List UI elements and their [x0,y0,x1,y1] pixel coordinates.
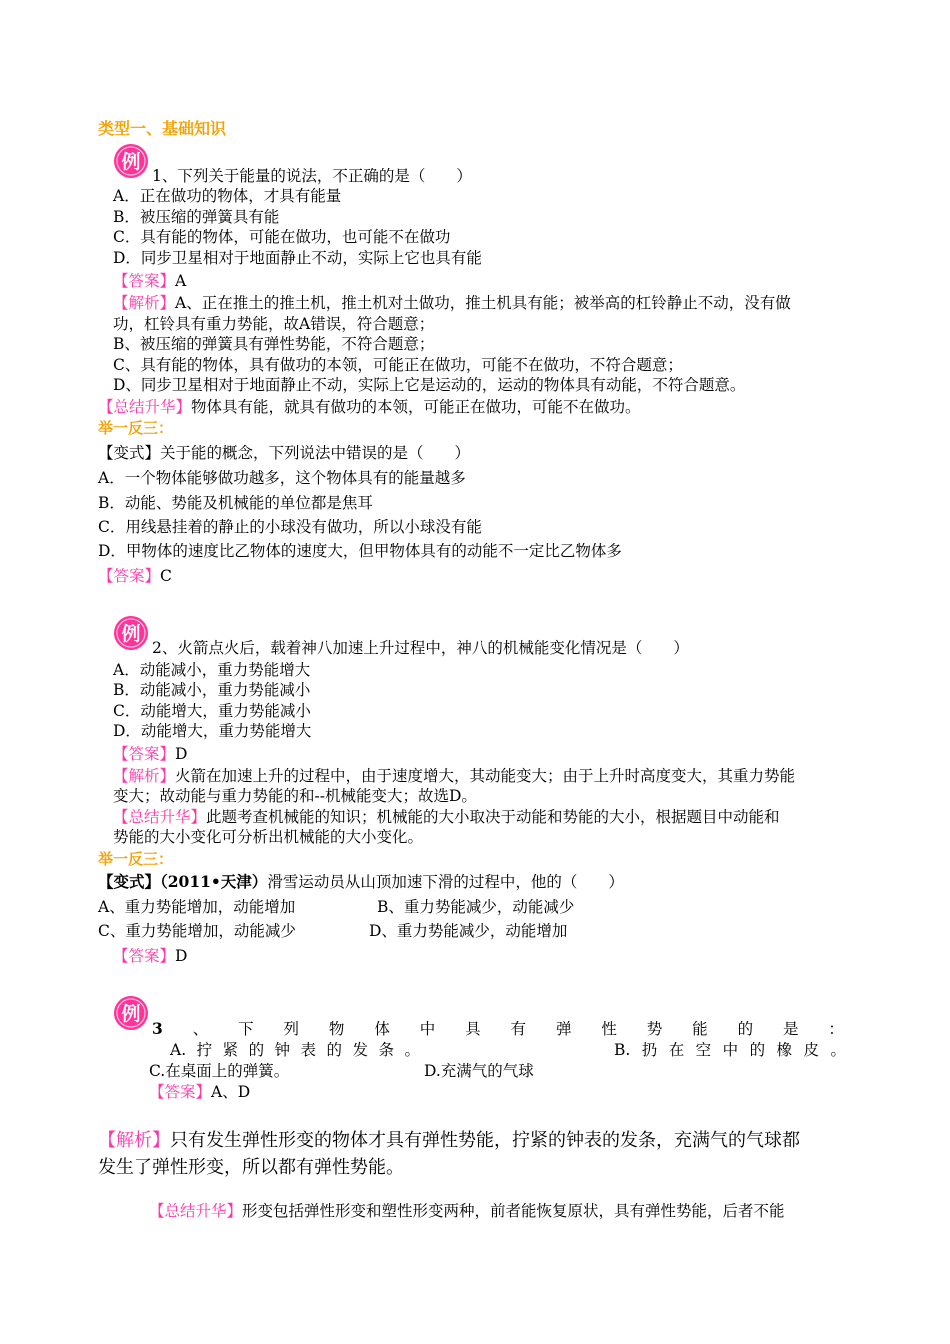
q1-option-d: D．同步卫星相对于地面静止不动，实际上它也具有能 [113,249,482,267]
practice-title-1: 举一反三： [98,419,174,437]
q1-analysis-line-4: C、具有能的物体，具有做功的本领，可能正在做功，可能不在做功，不符合题意； [113,356,683,374]
q3-answer: 【答案】A、D [149,1083,251,1101]
q2-analysis-line-1: 【解析】火箭在加速上升的过程中，由于速度增大，其动能变大；由于上升时高度变大，其重力势能 [113,767,796,785]
v2-answer: 【答案】D [113,947,188,965]
v2-option-b: B、重力势能减少，动能减少 [377,898,575,916]
q2-summary-line-2: 势能的大小变化可分析出机械能的大小变化。 [113,828,424,846]
q3-summary: 【总结升华】形变包括弹性形变和塑性形变两种，前者能恢复原状，具有弹性势能，后者不能 [149,1202,785,1220]
q2-analysis-line-2: 变大；故动能与重力势能的和--机械能变大；故选D。 [113,787,477,805]
q2-stem: 2、火箭点火后，载着神八加速上升过程中，神八的机械能变化情况是（ ） [152,639,689,657]
v1-option-c: C．用线悬挂着的静止的小球没有做功，所以小球没有能 [98,518,482,536]
q1-summary: 【总结升华】物体具有能，就具有做功的本领，可能正在做功，可能不在做功。 [98,398,641,416]
v2-option-d: D、重力势能减少，动能增加 [369,922,568,940]
q3-analysis-line-1: 【解析】只有发生弹性形变的物体才具有弹性势能，拧紧的钟表的发条，充满气的气球都 [98,1130,800,1151]
q2-answer: 【答案】D [113,745,188,763]
q1-analysis-line-3: B、被压缩的弹簧具有弹性势能，不符合题意； [113,335,435,353]
q3-option-d: D.充满气的气球 [424,1062,534,1080]
q2-option-b: B．动能减小，重力势能减小 [113,681,311,699]
q3-option-b: B. 扔 在 空 中 的 橡 皮 。 [614,1041,846,1059]
badge-char: 例 [121,623,141,645]
q2-summary-line-1: 【总结升华】此题考查机械能的知识；机械能的大小取决于动能和势能的大小，根据题目中动能和 [113,808,780,826]
q1-stem: 1、下列关于能量的说法，不正确的是（ ） [152,167,472,185]
q3-analysis-line-2: 发生了弹性形变，所以都有弹性势能。 [98,1157,404,1178]
q3-option-a: A. 拧 紧 的 钟 表 的 发 条 。 [170,1041,420,1059]
v1-option-b: B．动能、势能及机械能的单位都是焦耳 [98,494,373,512]
q2-option-c: C．动能增大，重力势能减小 [113,702,311,720]
q2-option-d: D．动能增大，重力势能增大 [113,722,312,740]
q1-option-c: C．具有能的物体，可能在做功，也可能不在做功 [113,228,451,246]
v1-option-a: A．一个物体能够做功越多，这个物体具有的能量越多 [98,469,466,487]
v1-stem: 【变式】关于能的概念，下列说法中错误的是（ ） [98,444,471,462]
example-badge-icon [112,613,154,655]
q1-option-a: A．正在做功的物体，才具有能量 [113,187,342,205]
v1-option-d: D．甲物体的速度比乙物体的速度大，但甲物体具有的动能不一定比乙物体多 [98,542,622,560]
example-badge-icon [112,141,154,183]
v2-option-c: C、重力势能增加，动能减少 [98,922,296,940]
v1-answer: 【答案】C [98,567,172,585]
badge-char: 例 [121,1003,141,1025]
v2-option-a: A、重力势能增加，动能增加 [98,898,296,916]
q1-answer: 【答案】A [113,272,187,290]
q1-option-b: B．被压缩的弹簧具有能 [113,208,280,226]
q1-analysis-line-2: 功，杠铃具有重力势能，故A错误，符合题意； [113,315,435,333]
q3-stem: 3 、 下 列 物 体 中 具 有 弹 性 势 能 的 是 ： [152,1019,844,1038]
q1-analysis-line-5: D、同步卫星相对于地面静止不动，实际上它是运动的，运动的物体具有动能，不符合题意。 [113,376,746,394]
q1-analysis-line-1: 【解析】A、正在推土的推土机，推土机对土做功，推土机具有能；被举高的杠铃静止不动，没有做 [113,294,791,312]
q3-option-c: C.在桌面上的弹簧。 [149,1062,290,1080]
example-badge-icon [112,993,154,1035]
v2-stem: 【变式】（2011•天津）滑雪运动员从山顶加速下滑的过程中，他的（ ） [98,872,624,891]
badge-char: 例 [121,151,141,173]
practice-title-2: 举一反三： [98,850,174,868]
q2-option-a: A．动能减小，重力势能增大 [113,661,311,679]
section-title: 类型一、基础知识 [98,119,227,138]
